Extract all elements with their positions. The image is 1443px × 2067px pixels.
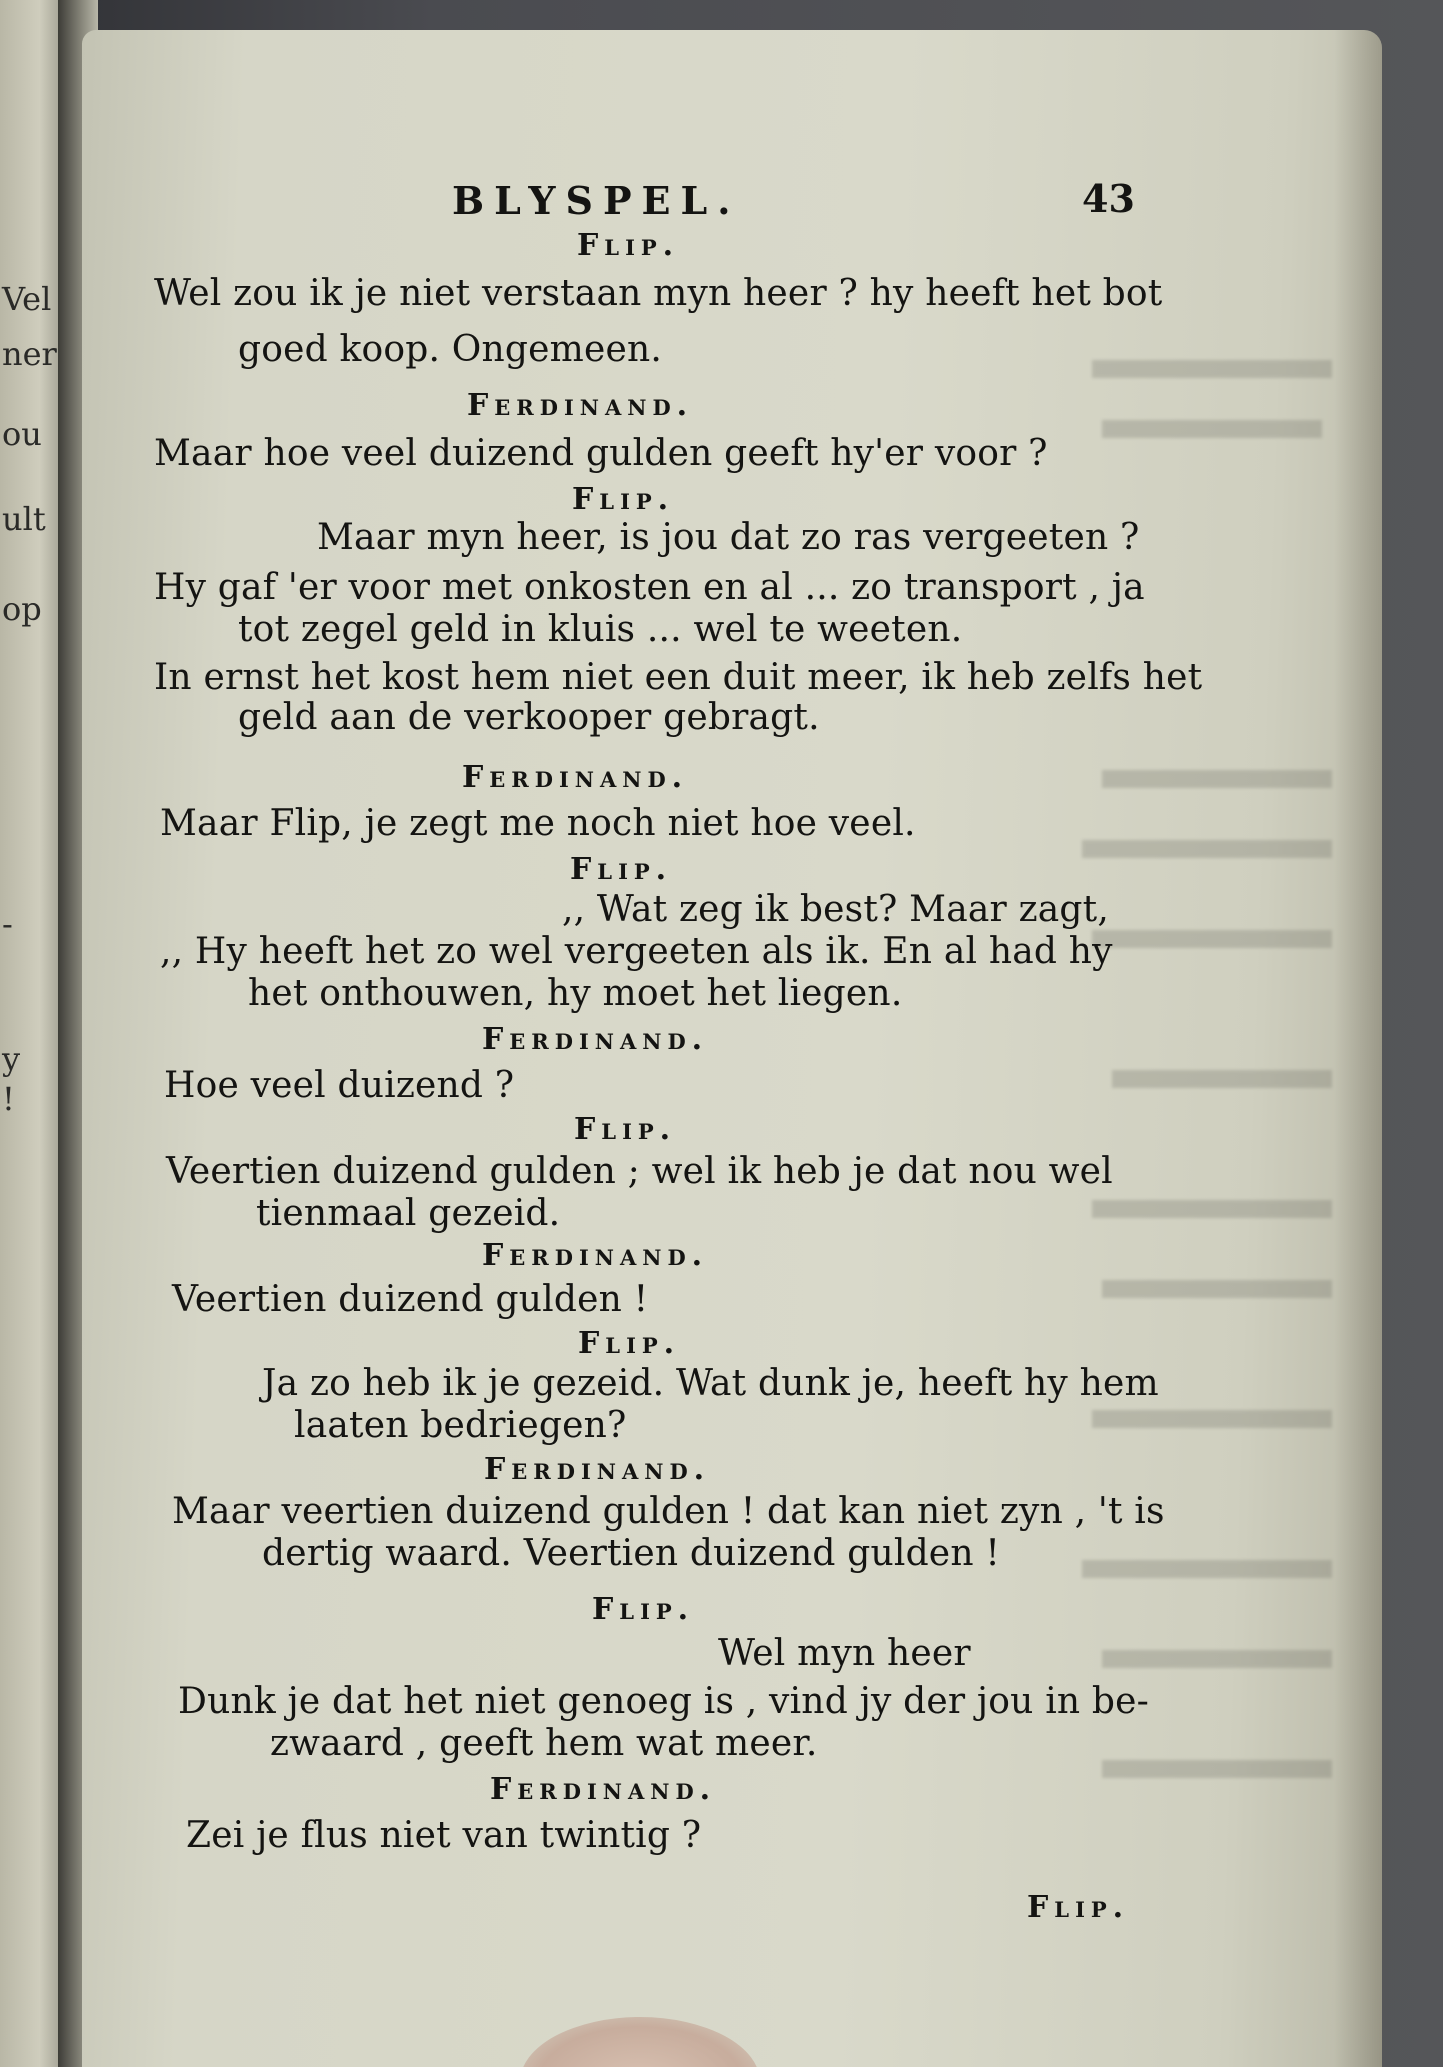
text-line: Veertien duizend gulden ! — [172, 1279, 649, 1320]
text-line: dertig waard. Veertien duizend gulden ! — [262, 1533, 1001, 1574]
text-line: ,, Wat zeg ik best? Maar zagt, — [562, 889, 1109, 930]
catchword: Flip. — [1027, 1890, 1130, 1925]
left-page-fragment: ! — [2, 1080, 15, 1118]
speaker-heading: Ferdinand. — [482, 1238, 709, 1273]
text-line: tot zegel geld in kluis ... wel te weeten. — [238, 609, 963, 650]
book-page — [82, 30, 1382, 2067]
text-line: Dunk je dat het niet genoeg is , vind jy der jou in be- — [178, 1681, 1150, 1722]
speaker-heading: Flip. — [570, 852, 673, 887]
speaker-heading: Flip. — [574, 1112, 677, 1147]
left-page-fragment: - — [2, 905, 13, 943]
text-line: het onthouwen, hy moet het liegen. — [248, 973, 903, 1014]
left-page-fragment: op — [2, 590, 42, 628]
speaker-heading: Ferdinand. — [490, 1772, 717, 1807]
text-line: Hy gaf 'er voor met onkosten en al ... zo transport , ja — [154, 567, 1145, 608]
page-number: 43 — [1082, 176, 1135, 221]
left-page-fragment: ult — [2, 500, 46, 538]
text-line: laaten bedriegen? — [294, 1405, 627, 1446]
text-line: Wel myn heer — [718, 1633, 971, 1674]
left-page-fragment: Vel — [2, 280, 52, 318]
left-page-fragment: y — [2, 1040, 21, 1078]
speaker-heading: Flip. — [577, 228, 680, 263]
text-line: tienmaal gezeid. — [256, 1193, 561, 1234]
text-line: Zei je flus niet van twintig ? — [186, 1815, 702, 1856]
text-line: Ja zo heb ik je gezeid. Wat dunk je, heeft hy hem — [262, 1363, 1159, 1404]
text-line: Veertien duizend gulden ; wel ik heb je dat nou wel — [166, 1151, 1113, 1192]
speaker-heading: Ferdinand. — [462, 760, 689, 795]
speaker-heading: Ferdinand. — [484, 1452, 711, 1487]
page-edge-shadow — [1334, 30, 1382, 2067]
text-line: geld aan de verkooper gebragt. — [238, 697, 820, 738]
text-line: Hoe veel duizend ? — [164, 1065, 515, 1106]
page-text — [82, 30, 1382, 2067]
speaker-heading: Flip. — [592, 1592, 695, 1627]
text-line: In ernst het kost hem niet een duit meer, ik heb zelfs het — [154, 657, 1203, 698]
text-line: zwaard , geeft hem wat meer. — [270, 1723, 818, 1764]
text-line: Maar veertien duizend gulden ! dat kan niet zyn , 't is — [172, 1491, 1165, 1532]
left-page-fragment: ou — [2, 415, 42, 453]
text-line: Wel zou ik je niet verstaan myn heer ? hy heeft het bot — [154, 273, 1163, 314]
speaker-heading: Flip. — [578, 1326, 681, 1361]
text-line: Maar myn heer, is jou dat zo ras vergeeten ? — [317, 517, 1140, 558]
text-line: ,, Hy heeft het zo wel vergeeten als ik. En al had hy — [160, 931, 1113, 972]
speaker-heading: Ferdinand. — [467, 388, 694, 423]
running-head-title: BLYSPEL. — [452, 178, 741, 223]
speaker-heading: Ferdinand. — [482, 1022, 709, 1057]
speaker-heading: Flip. — [572, 482, 675, 517]
text-line: goed koop. Ongemeen. — [238, 329, 663, 370]
text-line: Maar Flip, je zegt me noch niet hoe veel. — [160, 803, 916, 844]
left-page-fragment: ner — [2, 335, 57, 373]
text-line: Maar hoe veel duizend gulden geeft hy'er voor ? — [154, 433, 1048, 474]
